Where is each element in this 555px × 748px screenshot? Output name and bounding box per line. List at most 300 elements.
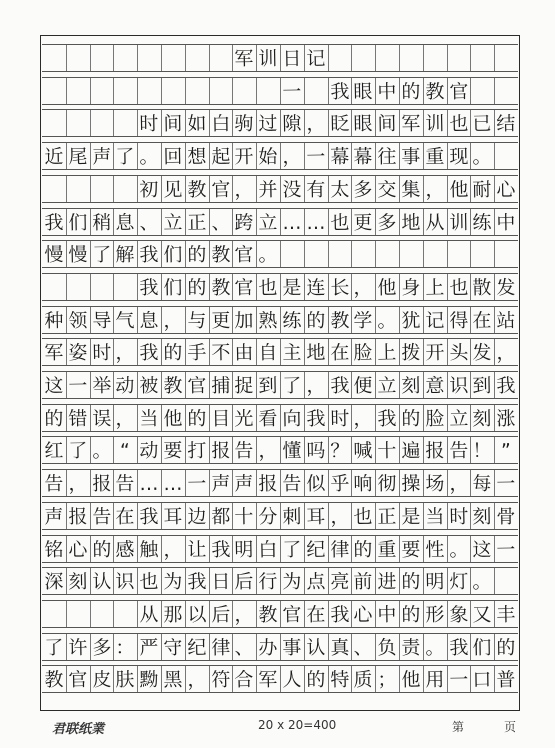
handwritten-char: ？ <box>329 439 350 463</box>
grid-row <box>42 338 518 366</box>
handwritten-char: 也 <box>448 276 469 299</box>
handwritten-char: ， <box>282 145 302 168</box>
handwritten-char: 我 <box>44 210 64 234</box>
handwritten-char: 许 <box>67 635 88 659</box>
handwritten-char: 加 <box>234 308 254 332</box>
grid-row <box>42 109 518 137</box>
handwritten-char: 教 <box>210 243 231 266</box>
handwritten-char: 举 <box>91 374 112 397</box>
handwritten-char: ， <box>448 472 469 495</box>
handwritten-char: ， <box>305 112 326 136</box>
handwritten-char: 了 <box>115 145 135 168</box>
handwritten-char: 如 <box>186 112 207 136</box>
handwritten-char: 姿 <box>67 341 88 364</box>
handwritten-char: 黑 <box>163 668 183 691</box>
handwritten-char: 在 <box>305 603 326 626</box>
handwritten-char: ， <box>67 472 88 495</box>
handwritten-char: “ <box>120 439 131 462</box>
handwritten-char: 种 <box>44 308 64 332</box>
handwritten-char: 向 <box>282 407 302 430</box>
handwritten-char: 过 <box>258 112 278 136</box>
handwritten-char: 质 <box>353 668 373 691</box>
handwritten-char: 日 <box>210 570 231 593</box>
handwritten-char: 开 <box>234 145 254 168</box>
handwritten-char: 与 <box>186 308 207 332</box>
handwritten-char: 声 <box>210 472 231 495</box>
handwritten-char: 不 <box>210 341 231 364</box>
handwritten-char: 他 <box>448 178 469 201</box>
handwritten-char: 动 <box>115 374 135 397</box>
handwritten-char: ， <box>353 276 373 299</box>
handwritten-char: 散 <box>472 276 492 299</box>
handwritten-char: 的 <box>186 243 207 266</box>
handwritten-char: 气 <box>115 308 135 332</box>
handwritten-char: 是 <box>401 505 421 528</box>
handwritten-char: 律 <box>329 537 350 561</box>
handwritten-char: 告 <box>91 505 112 528</box>
handwritten-char: 形 <box>424 603 445 626</box>
handwritten-char: 边 <box>186 505 207 528</box>
handwritten-char: 亮 <box>329 570 350 593</box>
handwritten-char: 身 <box>401 276 421 299</box>
handwritten-char: 负 <box>377 635 397 659</box>
handwritten-char: 我 <box>139 505 159 528</box>
handwritten-char: 守 <box>163 635 183 659</box>
handwritten-char: 的 <box>186 407 207 430</box>
handwritten-char: 人 <box>282 668 302 691</box>
handwritten-char: 地 <box>401 210 421 234</box>
handwritten-char: … <box>282 210 302 234</box>
handwritten-char: 涨 <box>496 407 516 430</box>
handwritten-char: 站 <box>496 308 516 332</box>
handwritten-char: 的 <box>186 276 207 299</box>
handwritten-char: 报 <box>258 472 278 495</box>
handwritten-char: 导 <box>91 308 112 332</box>
handwritten-char: 立 <box>448 407 469 430</box>
handwritten-char: 幕 <box>353 145 373 168</box>
handwritten-char: 记 <box>424 308 445 332</box>
handwritten-char: 红 <box>44 439 64 463</box>
handwritten-char: 。 <box>448 537 469 561</box>
handwritten-char: 耐 <box>472 178 492 201</box>
handwritten-char: 合 <box>234 668 254 691</box>
handwritten-char: 让 <box>186 537 207 561</box>
handwritten-char: ： <box>115 635 135 659</box>
handwritten-char: 到 <box>472 374 492 397</box>
handwritten-char: 一 <box>305 145 326 168</box>
handwritten-char: 见 <box>163 178 183 201</box>
handwritten-char: 心 <box>496 178 516 201</box>
handwritten-char: 看 <box>258 407 278 430</box>
handwritten-char: 认 <box>305 635 326 659</box>
handwritten-char: 十 <box>234 505 254 528</box>
handwritten-char: 在 <box>472 308 492 332</box>
handwritten-char: 了 <box>282 374 302 397</box>
handwritten-char: 的 <box>496 635 516 659</box>
handwritten-char: 记 <box>305 47 326 70</box>
handwritten-char: 在 <box>329 341 350 364</box>
handwritten-char: 白 <box>210 112 231 136</box>
handwritten-char: 尾 <box>67 145 88 168</box>
handwritten-char: 官 <box>282 603 302 626</box>
handwritten-char: 始 <box>258 145 278 168</box>
handwritten-char: 这 <box>472 537 492 561</box>
handwritten-char: 了 <box>282 537 302 561</box>
handwritten-char: 告 <box>282 472 302 495</box>
handwritten-char: 。 <box>424 635 445 659</box>
handwritten-char: 铭 <box>44 537 64 561</box>
handwritten-char: 结 <box>496 112 516 136</box>
grid-row <box>42 208 518 236</box>
handwritten-char: ， <box>329 505 350 528</box>
handwritten-char: 识 <box>448 374 469 397</box>
handwritten-char: 有 <box>305 178 326 201</box>
handwritten-char: 那 <box>163 603 183 626</box>
handwritten-char: 被 <box>139 374 159 397</box>
handwritten-char: 我 <box>496 374 516 397</box>
handwritten-char: 训 <box>448 210 469 234</box>
handwritten-char: 并 <box>258 178 278 201</box>
handwritten-char: ， <box>234 178 254 201</box>
handwritten-char: 响 <box>353 472 373 495</box>
handwritten-char: 熟 <box>258 308 278 332</box>
handwritten-char: 我 <box>329 603 350 626</box>
handwritten-char: 了 <box>91 243 112 266</box>
handwritten-char: 刻 <box>67 570 88 593</box>
handwritten-char: 意 <box>424 374 445 397</box>
handwritten-char: 为 <box>282 570 302 593</box>
handwritten-char: 慢 <box>44 243 64 266</box>
handwritten-char: 头 <box>448 341 469 364</box>
handwritten-char: 也 <box>329 210 350 234</box>
handwritten-char: 多 <box>353 178 373 201</box>
handwritten-char: 。 <box>377 308 397 332</box>
handwritten-char: 刻 <box>401 374 421 397</box>
handwritten-char: 军 <box>401 112 421 136</box>
handwritten-char: 教 <box>258 603 278 626</box>
handwritten-char: 感 <box>115 537 135 561</box>
handwritten-char: 连 <box>305 276 326 299</box>
handwritten-char: 喊 <box>353 439 373 463</box>
handwritten-char: 隙 <box>282 112 302 136</box>
handwritten-char: 灯 <box>448 570 469 593</box>
grid-row <box>42 306 518 334</box>
handwritten-char: 一 <box>448 668 469 691</box>
handwritten-char: 后 <box>234 570 254 593</box>
handwritten-char: 犹 <box>401 308 421 332</box>
handwritten-char: 时 <box>139 112 159 136</box>
handwritten-char: 报 <box>210 439 231 463</box>
handwritten-char: ， <box>305 374 326 397</box>
handwritten-char: 上 <box>424 276 445 299</box>
handwritten-char: ， <box>234 603 254 626</box>
handwritten-char: 、 <box>139 210 159 234</box>
handwritten-char: 多 <box>377 210 397 234</box>
handwritten-char: 立 <box>163 210 183 234</box>
paper-brand: 君联纸業 <box>52 722 105 737</box>
handwritten-char: 中 <box>496 210 516 234</box>
handwritten-char: 的 <box>163 341 183 364</box>
handwritten-char: 。 <box>258 243 278 266</box>
handwritten-char: ， <box>163 537 183 561</box>
handwritten-char: 动 <box>139 439 159 463</box>
grid-row <box>42 77 518 105</box>
handwritten-char: 长 <box>329 276 350 299</box>
handwritten-char: 白 <box>258 537 278 561</box>
grid-row <box>42 175 518 203</box>
handwritten-char: 近 <box>44 145 64 168</box>
handwritten-char: ， <box>115 407 135 430</box>
handwritten-char: 、 <box>353 635 373 659</box>
handwritten-char: 眼 <box>353 80 373 103</box>
handwritten-char: 们 <box>472 635 492 659</box>
handwritten-char: 间 <box>377 112 397 136</box>
handwritten-char: 他 <box>163 407 183 430</box>
handwritten-char: 现 <box>448 145 469 168</box>
handwritten-char: ， <box>115 341 135 364</box>
handwritten-char: 都 <box>210 505 231 528</box>
handwritten-char: 军 <box>44 341 64 364</box>
handwritten-char: 起 <box>210 145 231 168</box>
handwritten-char: 用 <box>424 668 445 691</box>
handwritten-char: 后 <box>210 603 231 626</box>
handwritten-char: 一 <box>67 374 88 397</box>
handwritten-char: 十 <box>377 439 397 463</box>
handwritten-char: 领 <box>67 308 88 332</box>
handwritten-char: 在 <box>115 505 135 528</box>
handwritten-char: 触 <box>139 537 159 561</box>
handwritten-char: 事 <box>282 635 302 659</box>
handwritten-char: 了 <box>44 635 64 659</box>
handwritten-char: 往 <box>377 145 397 168</box>
handwritten-char: 皮 <box>91 668 112 691</box>
handwritten-char: 我 <box>377 407 397 430</box>
handwritten-char: 纪 <box>305 537 326 561</box>
grid-row <box>42 44 518 72</box>
handwritten-char: 责 <box>401 635 421 659</box>
handwritten-char: 当 <box>139 407 159 430</box>
handwritten-char: ， <box>258 439 278 463</box>
handwritten-char: 也 <box>258 276 278 299</box>
handwritten-char: 官 <box>186 374 207 397</box>
handwritten-char: 报 <box>67 505 88 528</box>
handwritten-char: 训 <box>424 112 445 136</box>
handwritten-char: 真 <box>329 635 350 659</box>
handwritten-char: 官 <box>210 178 231 201</box>
handwritten-char: ， <box>186 668 207 691</box>
grid-row <box>42 633 518 661</box>
handwritten-char: ， <box>496 341 516 364</box>
handwritten-char: 误 <box>91 407 112 430</box>
grid-row <box>42 600 518 628</box>
handwritten-char: 办 <box>258 635 278 659</box>
handwritten-char: 。 <box>472 570 492 593</box>
handwritten-char: 慢 <box>67 243 88 266</box>
handwritten-char: 多 <box>91 635 112 659</box>
handwritten-char: 从 <box>424 210 445 234</box>
grid-row <box>42 436 518 464</box>
handwritten-char: ； <box>377 668 397 691</box>
handwritten-char: 脸 <box>353 341 373 364</box>
handwritten-char: 以 <box>186 603 207 626</box>
handwritten-char: 符 <box>210 668 231 691</box>
handwritten-char: 初 <box>139 178 159 201</box>
grid-row <box>42 273 518 301</box>
grid-row <box>42 567 518 595</box>
handwritten-char: 军 <box>234 47 254 70</box>
grid-row <box>42 469 518 497</box>
grid-row <box>42 404 518 432</box>
handwritten-char: 官 <box>448 80 469 103</box>
handwritten-char: ， <box>163 308 183 332</box>
handwritten-char: 告 <box>448 439 469 463</box>
handwritten-char: 更 <box>353 210 373 234</box>
handwritten-char: 口 <box>472 668 492 691</box>
handwritten-char: 。 <box>91 439 112 463</box>
handwritten-char: 打 <box>186 439 207 463</box>
handwritten-char: 集 <box>401 178 421 201</box>
handwritten-char: 立 <box>377 374 397 397</box>
handwritten-char: 遍 <box>401 439 421 463</box>
handwritten-char: 时 <box>448 505 469 528</box>
handwritten-char: 我 <box>329 80 350 103</box>
handwritten-char: 我 <box>210 537 231 561</box>
handwritten-char: 懂 <box>282 439 302 463</box>
grid-row <box>42 502 518 530</box>
handwritten-char: 耳 <box>163 505 183 528</box>
handwritten-char: 官 <box>234 243 254 266</box>
handwritten-char: 教 <box>424 80 445 103</box>
handwritten-char: 想 <box>186 145 207 168</box>
handwritten-char: 重 <box>424 145 445 168</box>
handwritten-char: 我 <box>186 570 207 593</box>
handwritten-char: 我 <box>305 407 326 430</box>
grid-row <box>42 665 518 693</box>
handwritten-char: 重 <box>377 537 397 561</box>
handwritten-char: 练 <box>282 308 302 332</box>
handwritten-char: 点 <box>305 570 326 593</box>
handwritten-char: 正 <box>186 210 207 234</box>
handwritten-char: … <box>139 472 159 495</box>
handwritten-char: 报 <box>91 472 112 495</box>
handwritten-char: 操 <box>401 472 421 495</box>
handwritten-char: 教 <box>44 668 64 691</box>
handwritten-char: 间 <box>163 112 183 136</box>
handwritten-char: 手 <box>186 341 207 364</box>
handwritten-char: 拨 <box>401 341 421 364</box>
handwritten-char: 性 <box>424 537 445 561</box>
handwritten-char: 。 <box>139 145 159 168</box>
handwritten-char: 事 <box>401 145 421 168</box>
handwritten-char: 更 <box>210 308 231 332</box>
handwritten-char: 行 <box>258 570 278 593</box>
handwritten-char: 的 <box>44 407 64 430</box>
handwritten-char: 认 <box>91 570 112 593</box>
handwritten-char: 的 <box>91 537 112 561</box>
handwritten-char: 幕 <box>329 145 350 168</box>
handwritten-char: 的 <box>401 80 421 103</box>
handwritten-char: 纪 <box>186 635 207 659</box>
grid-row <box>42 535 518 563</box>
handwritten-char: … <box>163 472 183 495</box>
handwritten-char: 耳 <box>305 505 326 528</box>
handwritten-char: 乎 <box>329 472 350 495</box>
handwritten-char: 发 <box>496 276 516 299</box>
handwritten-char: 进 <box>377 570 397 593</box>
handwritten-char: 教 <box>163 374 183 397</box>
handwritten-char: 开 <box>424 341 445 364</box>
handwritten-char: 发 <box>472 341 492 364</box>
handwritten-char: 的 <box>401 603 421 626</box>
handwritten-char: ， <box>353 407 373 430</box>
handwritten-char: 一 <box>496 472 516 495</box>
handwritten-char: 特 <box>329 668 350 691</box>
handwritten-char: 中 <box>377 80 397 103</box>
handwritten-char: 错 <box>67 407 88 430</box>
handwritten-char: 深 <box>44 570 64 593</box>
handwritten-char: 脸 <box>424 407 445 430</box>
handwritten-char: 的 <box>305 308 326 332</box>
handwritten-char: 息 <box>139 308 159 332</box>
grid-spec-label: 20 x 20=400 <box>258 718 337 732</box>
handwritten-char: 象 <box>448 603 469 626</box>
handwritten-char: 跨 <box>234 210 254 234</box>
handwritten-char: 声 <box>44 505 64 528</box>
handwritten-char: 捕 <box>210 374 231 397</box>
handwritten-char: 我 <box>139 243 159 266</box>
handwritten-char: 丰 <box>496 603 516 626</box>
handwritten-char: 教 <box>329 308 350 332</box>
handwritten-char: 刺 <box>282 505 302 528</box>
handwritten-char: 识 <box>115 570 135 593</box>
handwritten-char: 日 <box>282 47 302 70</box>
handwritten-char: 一 <box>496 537 516 561</box>
handwritten-char: 我 <box>139 341 159 364</box>
grid-row <box>42 142 518 170</box>
handwritten-char: 时 <box>329 407 350 430</box>
handwritten-char: … <box>305 210 326 234</box>
handwritten-char: 的 <box>401 570 421 593</box>
handwritten-char: 训 <box>258 47 278 70</box>
handwritten-char: 没 <box>282 178 302 201</box>
handwritten-char: 声 <box>91 145 112 168</box>
handwritten-char: 立 <box>258 210 278 234</box>
handwritten-char: 驹 <box>234 112 254 136</box>
page-suffix-label: 页 <box>504 720 517 734</box>
handwritten-char: 回 <box>163 145 183 168</box>
handwritten-char: 息 <box>115 210 135 234</box>
handwritten-char: 上 <box>377 341 397 364</box>
handwritten-char: 明 <box>234 537 254 561</box>
handwritten-char: 教 <box>186 178 207 201</box>
handwritten-char: 官 <box>67 668 88 691</box>
handwritten-char: 便 <box>353 374 373 397</box>
handwritten-char: 地 <box>305 341 326 364</box>
handwritten-char: 练 <box>472 210 492 234</box>
handwritten-char: 们 <box>163 243 183 266</box>
handwritten-char: 告 <box>44 472 64 495</box>
handwritten-char: ， <box>424 178 445 201</box>
handwritten-char: 光 <box>234 407 254 430</box>
handwritten-char: 是 <box>282 276 302 299</box>
handwritten-char: 心 <box>67 537 88 561</box>
handwritten-char: 每 <box>472 472 492 495</box>
handwritten-char: 的 <box>305 668 326 691</box>
handwritten-char: 学 <box>353 308 373 332</box>
handwritten-char: 场 <box>424 472 445 495</box>
handwritten-char: 一 <box>282 80 302 103</box>
handwritten-char: 得 <box>448 308 469 332</box>
